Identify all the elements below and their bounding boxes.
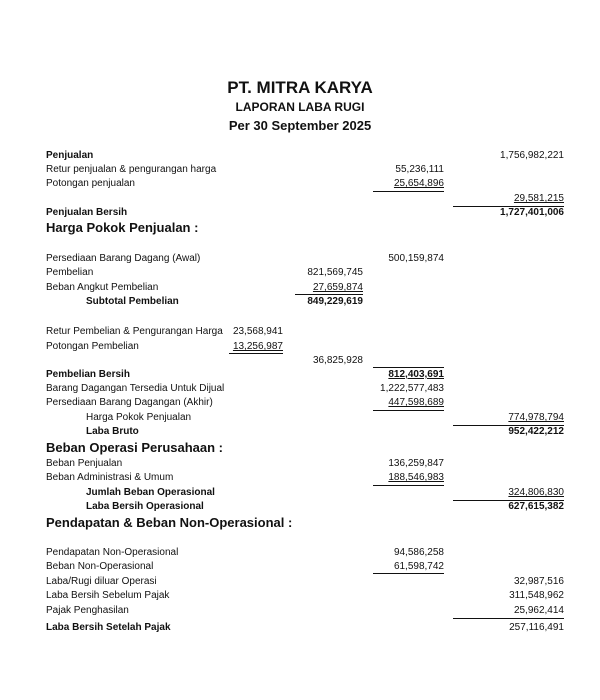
row-subtotal-pembelian xyxy=(0,295,600,309)
persediaan-akhir-value: 447,598,689 xyxy=(388,397,444,408)
laba-sebelum-pajak-value: 311,548,962 xyxy=(509,590,564,601)
persediaan-akhir-label: Persediaan Barang Dagangan (Akhir) xyxy=(46,397,213,408)
pajak-penghasilan-value: 25,962,414 xyxy=(513,605,564,616)
section-heading-non-operasional: Pendapatan & Beban Non-Operasional : xyxy=(46,515,293,530)
potongan-penjualan-value: 25,654,896 xyxy=(393,178,444,189)
row-total-pengurang-pembelian xyxy=(0,354,600,368)
underline-rule xyxy=(373,573,444,574)
pembelian-bersih-value: 812,403,691 xyxy=(388,369,444,380)
jumlah-beban-operasional-value: 324,806,830 xyxy=(508,487,564,498)
penjualan-bersih-label: Penjualan Bersih xyxy=(46,207,128,218)
row-laba-bruto xyxy=(0,425,600,439)
laba-setelah-pajak-value: 257,116,491 xyxy=(509,622,564,633)
laba-bruto-value: 952,422,212 xyxy=(508,426,564,437)
pendapatan-non-operasional-value: 94,586,258 xyxy=(393,547,444,558)
retur-penjualan-value: 55,236,111 xyxy=(395,164,444,175)
jumlah-beban-operasional-label: Jumlah Beban Operasional xyxy=(86,487,215,498)
pembelian-value: 821,569,745 xyxy=(307,267,363,278)
row-persediaan-awal xyxy=(0,252,600,266)
row-retur-penjualan xyxy=(0,163,600,177)
beban-penjualan-label: Beban Penjualan xyxy=(46,458,123,469)
company-name: PT. MITRA KARYA xyxy=(227,78,373,97)
row-beban-admin xyxy=(0,471,600,485)
beban-non-operasional-label: Beban Non-Operasional xyxy=(46,561,154,572)
row-laba-sebelum-pajak xyxy=(0,589,600,603)
beban-non-operasional-value: 61,598,742 xyxy=(393,561,444,572)
beban-angkut-value: 27,659,874 xyxy=(312,282,363,293)
penjualan-value: 1,756,982,221 xyxy=(500,150,564,161)
row-total-pengurang-penjualan xyxy=(0,192,600,206)
row-barang-tersedia xyxy=(0,382,600,396)
persediaan-awal-label: Persediaan Barang Dagang (Awal) xyxy=(46,253,201,264)
potongan-pembelian-value: 13,256,987 xyxy=(232,341,283,352)
report-title: LAPORAN LABA RUGI xyxy=(235,100,365,114)
section-heading-hpp: Harga Pokok Penjualan : xyxy=(46,220,199,235)
retur-penjualan-label: Retur penjualan & pengurangan harga xyxy=(46,164,217,175)
potongan-penjualan-label: Potongan penjualan xyxy=(46,178,135,189)
laba-operasional-value: 627,615,382 xyxy=(508,501,564,512)
row-beban-non-operasional xyxy=(0,560,600,574)
laba-operasional-label: Laba Bersih Operasional xyxy=(86,501,204,512)
underline-rule xyxy=(453,618,564,619)
row-pendapatan-non-operasional xyxy=(0,546,600,560)
report-period: Per 30 September 2025 xyxy=(228,118,372,133)
row-hpp xyxy=(0,411,600,425)
beban-admin-label: Beban Administrasi & Umum xyxy=(46,472,174,483)
laba-sebelum-pajak-label: Laba Bersih Sebelum Pajak xyxy=(46,590,170,601)
row-pembelian-bersih xyxy=(0,368,600,382)
laba-setelah-pajak-label: Laba Bersih Setelah Pajak xyxy=(46,622,171,633)
subtotal-pembelian-label: Subtotal Pembelian xyxy=(86,296,179,307)
row-potongan-pembelian xyxy=(0,340,600,354)
section-heading-beban-operasi: Beban Operasi Perusahaan : xyxy=(46,440,224,455)
row-penjualan-bersih xyxy=(0,206,600,220)
row-laba-setelah-pajak xyxy=(0,621,600,635)
row-jumlah-beban-operasional xyxy=(0,486,600,500)
penjualan-label: Penjualan xyxy=(46,150,94,161)
beban-penjualan-value: 136,259,847 xyxy=(388,458,444,469)
row-beban-penjualan xyxy=(0,457,600,471)
penjualan-bersih-value: 1,727,401,006 xyxy=(500,207,564,218)
pendapatan-non-operasional-label: Pendapatan Non-Operasional xyxy=(46,547,179,558)
row-beban-angkut xyxy=(0,281,600,295)
row-retur-pembelian xyxy=(0,325,600,339)
laba-rugi-diluar-operasi-value: 32,987,516 xyxy=(513,576,564,587)
beban-angkut-label: Beban Angkut Pembelian xyxy=(46,282,159,293)
persediaan-awal-value: 500,159,874 xyxy=(388,253,444,264)
row-laba-rugi-diluar-operasi xyxy=(0,575,600,589)
pembelian-label: Pembelian xyxy=(46,267,94,278)
barang-tersedia-label: Barang Dagangan Tersedia Untuk Dijual xyxy=(46,383,225,394)
row-laba-operasional xyxy=(0,500,600,514)
hpp-label: Harga Pokok Penjualan xyxy=(86,412,192,423)
row-pajak-penghasilan xyxy=(0,604,600,618)
row-pembelian xyxy=(0,266,600,280)
hpp-value: 774,978,794 xyxy=(508,412,564,423)
row-penjualan xyxy=(0,149,600,163)
subtotal-pembelian-value: 849,229,619 xyxy=(307,296,363,307)
laba-rugi-diluar-operasi-label: Laba/Rugi diluar Operasi xyxy=(46,576,157,587)
laba-bruto-label: Laba Bruto xyxy=(86,426,139,437)
underline-rule xyxy=(373,367,444,368)
retur-pembelian-value: 23,568,941 xyxy=(232,326,283,337)
pajak-penghasilan-label: Pajak Penghasilan xyxy=(46,605,129,616)
total-pengurang-pembelian-value: 36,825,928 xyxy=(312,355,363,366)
retur-pembelian-label: Retur Pembelian & Pengurangan Harga xyxy=(46,326,223,337)
potongan-pembelian-label: Potongan Pembelian xyxy=(46,341,139,352)
row-potongan-penjualan xyxy=(0,177,600,191)
pembelian-bersih-label: Pembelian Bersih xyxy=(46,369,130,380)
barang-tersedia-value: 1,222,577,483 xyxy=(380,383,444,394)
total-pengurang-penjualan-value: 29,581,215 xyxy=(513,193,564,204)
beban-admin-value: 188,546,983 xyxy=(388,472,444,483)
row-persediaan-akhir xyxy=(0,396,600,410)
